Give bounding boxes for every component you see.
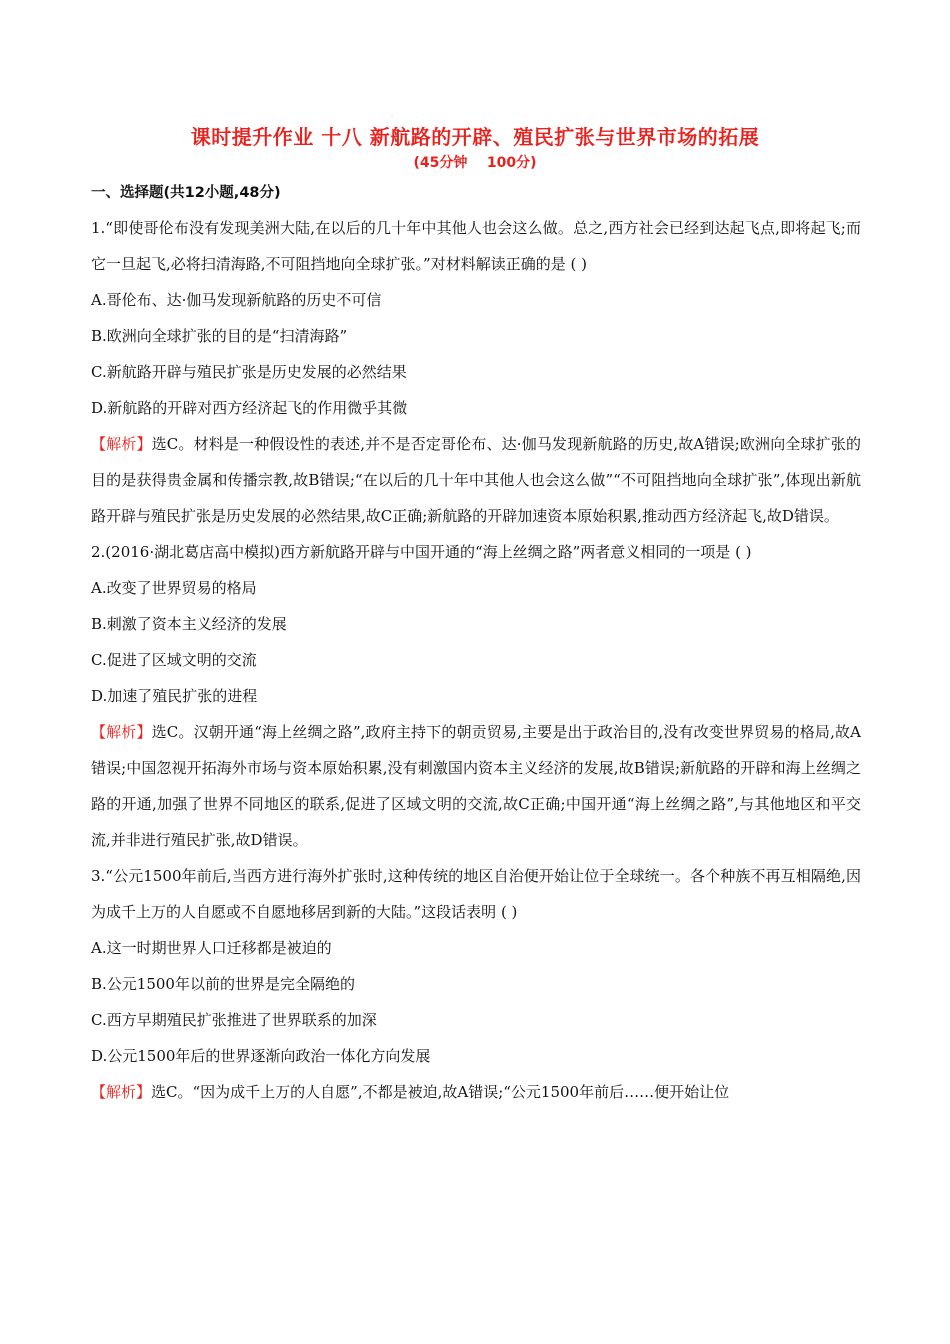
question-stem: 1.“即使哥伦布没有发现美洲大陆,在以后的几十年中其他人也会这么做。总之,西方社会已经到达起飞点,即将起飞;而它一旦起飞,必将扫清海路,不可阻挡地向全球扩张。”对材料解读正确的是 ( )	[91, 219, 861, 273]
analysis-text: 选C。材料是一种假设性的表述,并不是否定哥伦布、达·伽马发现新航路的历史,故A错误;欧洲向全球扩张的目的是获得贵金属和传播宗教,故B错误;“在以后的几十年中其他人也会这么做”“不可阻挡地向全球扩张”,体现出新航路开辟与殖民扩张是历史发展的必然结果,故C正确;新航路的开辟加速资本原始积累,推动西方经济起飞,故D错误。	[91, 435, 861, 525]
question-stem: 3.“公元1500年前后,当西方进行海外扩张时,这种传统的地区自治便开始让位于全球统一。各个种族不再互相隔绝,因为成千上万的人自愿或不自愿地移居到新的大陆。”这段话表明 ( )	[91, 867, 861, 921]
analysis	[91, 426, 861, 534]
option-b: B.公元1500年以前的世界是完全隔绝的	[91, 975, 355, 993]
question-3	[91, 858, 861, 1110]
question-2	[91, 534, 861, 858]
analysis	[91, 1074, 861, 1110]
option-a: A.改变了世界贸易的格局	[91, 579, 257, 597]
analysis-label: 【解析】	[91, 723, 152, 741]
page-subtitle: (45分钟 100分)	[413, 155, 537, 171]
option-a: A.哥伦布、达·伽马发现新航路的历史不可信	[91, 291, 382, 309]
option-d: D.新航路的开辟对西方经济起飞的作用微乎其微	[91, 399, 408, 417]
option-a: A.这一时期世界人口迁移都是被迫的	[91, 939, 332, 957]
analysis-label: 【解析】	[91, 1083, 152, 1101]
option-c: C.促进了区域文明的交流	[91, 651, 257, 669]
option-c: C.西方早期殖民扩张推进了世界联系的加深	[91, 1011, 377, 1029]
document-body	[91, 182, 861, 1110]
option-d: D.公元1500年后的世界逐渐向政治一体化方向发展	[91, 1047, 431, 1065]
section-header: 一、选择题(共12小题,48分)	[91, 185, 281, 201]
analysis-label: 【解析】	[91, 435, 152, 453]
question-stem: 2.(2016·湖北葛店高中模拟)西方新航路开辟与中国开通的“海上丝绸之路”两者意义相同的一项是 ( )	[91, 543, 752, 561]
option-b: B.刺激了资本主义经济的发展	[91, 615, 287, 633]
option-c: C.新航路开辟与殖民扩张是历史发展的必然结果	[91, 363, 407, 381]
option-d: D.加速了殖民扩张的进程	[91, 687, 258, 705]
question-1	[91, 210, 861, 534]
analysis-text: 选C。汉朝开通“海上丝绸之路”,政府主持下的朝贡贸易,主要是出于政治目的,没有改变世界贸易的格局,故A错误;中国忽视开拓海外市场与资本原始积累,没有刺激国内资本主义经济的发展,故B错误;新航路的开辟和海上丝绸之路的开通,加强了世界不同地区的联系,促进了区域文明的交流,故C正确;中国开通“海上丝绸之路”,与其他地区和平交流,并非进行殖民扩张,故D错误。	[91, 723, 861, 849]
analysis	[91, 714, 861, 858]
page-title: 课时提升作业 十八 新航路的开辟、殖民扩张与世界市场的拓展	[190, 125, 760, 149]
option-b: B.欧洲向全球扩张的目的是“扫清海路”	[91, 327, 348, 345]
analysis-text: 选C。“因为成千上万的人自愿”,不都是被迫,故A错误;“公元1500年前后……便开始让位	[151, 1083, 730, 1101]
